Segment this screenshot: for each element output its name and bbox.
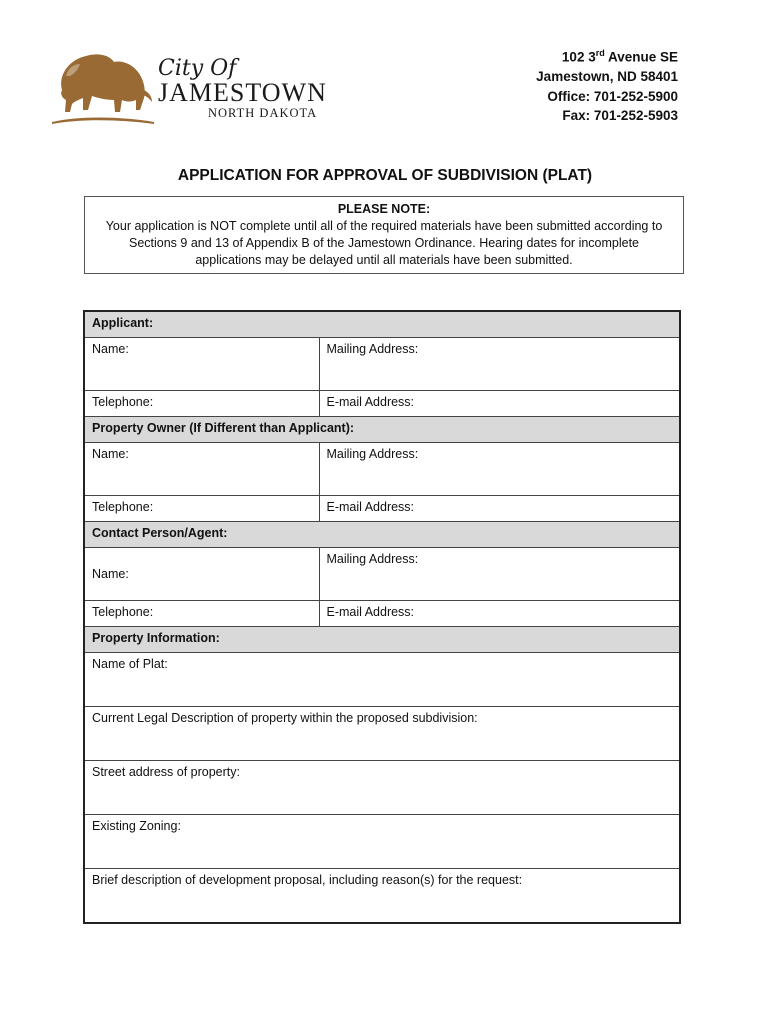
address-office-phone: Office: 701-252-5900 [547,88,678,104]
contact-telephone-field[interactable]: Telephone: [84,601,319,627]
address-street: 102 3rd Avenue SE [561,48,678,65]
contact-email-field[interactable]: E-mail Address: [319,601,680,627]
legal-description-field[interactable]: Current Legal Description of property within the proposed subdivision: [84,707,680,761]
city-logo [48,46,327,130]
applicant-email-field[interactable]: E-mail Address: [319,391,680,417]
applicant-mailing-field[interactable]: Mailing Address: [319,338,680,391]
owner-email-field[interactable]: E-mail Address: [319,496,680,522]
logo-state: NORTH DAKOTA [208,106,318,120]
section-contact-person: Contact Person/Agent: [84,522,680,548]
plat-name-field[interactable]: Name of Plat: [84,653,680,707]
contact-name-field[interactable]: Name: [84,548,319,601]
owner-mailing-field[interactable]: Mailing Address: [319,443,680,496]
application-form [83,310,681,924]
owner-name-field[interactable]: Name: [84,443,319,496]
note-heading: PLEASE NOTE: [337,202,431,216]
page-title: APPLICATION FOR APPROVAL OF SUBDIVISION (PLAT) [177,167,593,184]
note-line: Sections 9 and 13 of Appendix B of the Jamestown Ordinance. Hearing dates for incomplete [128,236,640,250]
section-applicant: Applicant: [84,311,680,338]
logo-jamestown: JAMESTOWN [158,78,327,107]
section-property-owner: Property Owner (If Different than Applicant): [84,417,680,443]
address-fax: Fax: 701-252-5903 [562,108,678,123]
applicant-telephone-field[interactable]: Telephone: [84,391,319,417]
logo-city-of: City Of [158,56,237,81]
contact-mailing-field[interactable]: Mailing Address: [319,548,680,601]
development-description-field[interactable]: Brief description of development proposal, including reason(s) for the request: [84,869,680,924]
applicant-name-field[interactable]: Name: [84,338,319,391]
section-property-information: Property Information: [84,627,680,653]
note-line: applications may be delayed until all materials have been submitted. [195,253,573,267]
owner-telephone-field[interactable]: Telephone: [84,496,319,522]
existing-zoning-field[interactable]: Existing Zoning: [84,815,680,869]
street-address-field[interactable]: Street address of property: [84,761,680,815]
bison-icon [48,46,158,130]
note-line: Your application is NOT complete until all of the required materials have been submitted according to [105,219,663,233]
please-note-box [84,196,684,274]
office-address [536,44,678,126]
address-city: Jamestown, ND 58401 [536,69,678,84]
